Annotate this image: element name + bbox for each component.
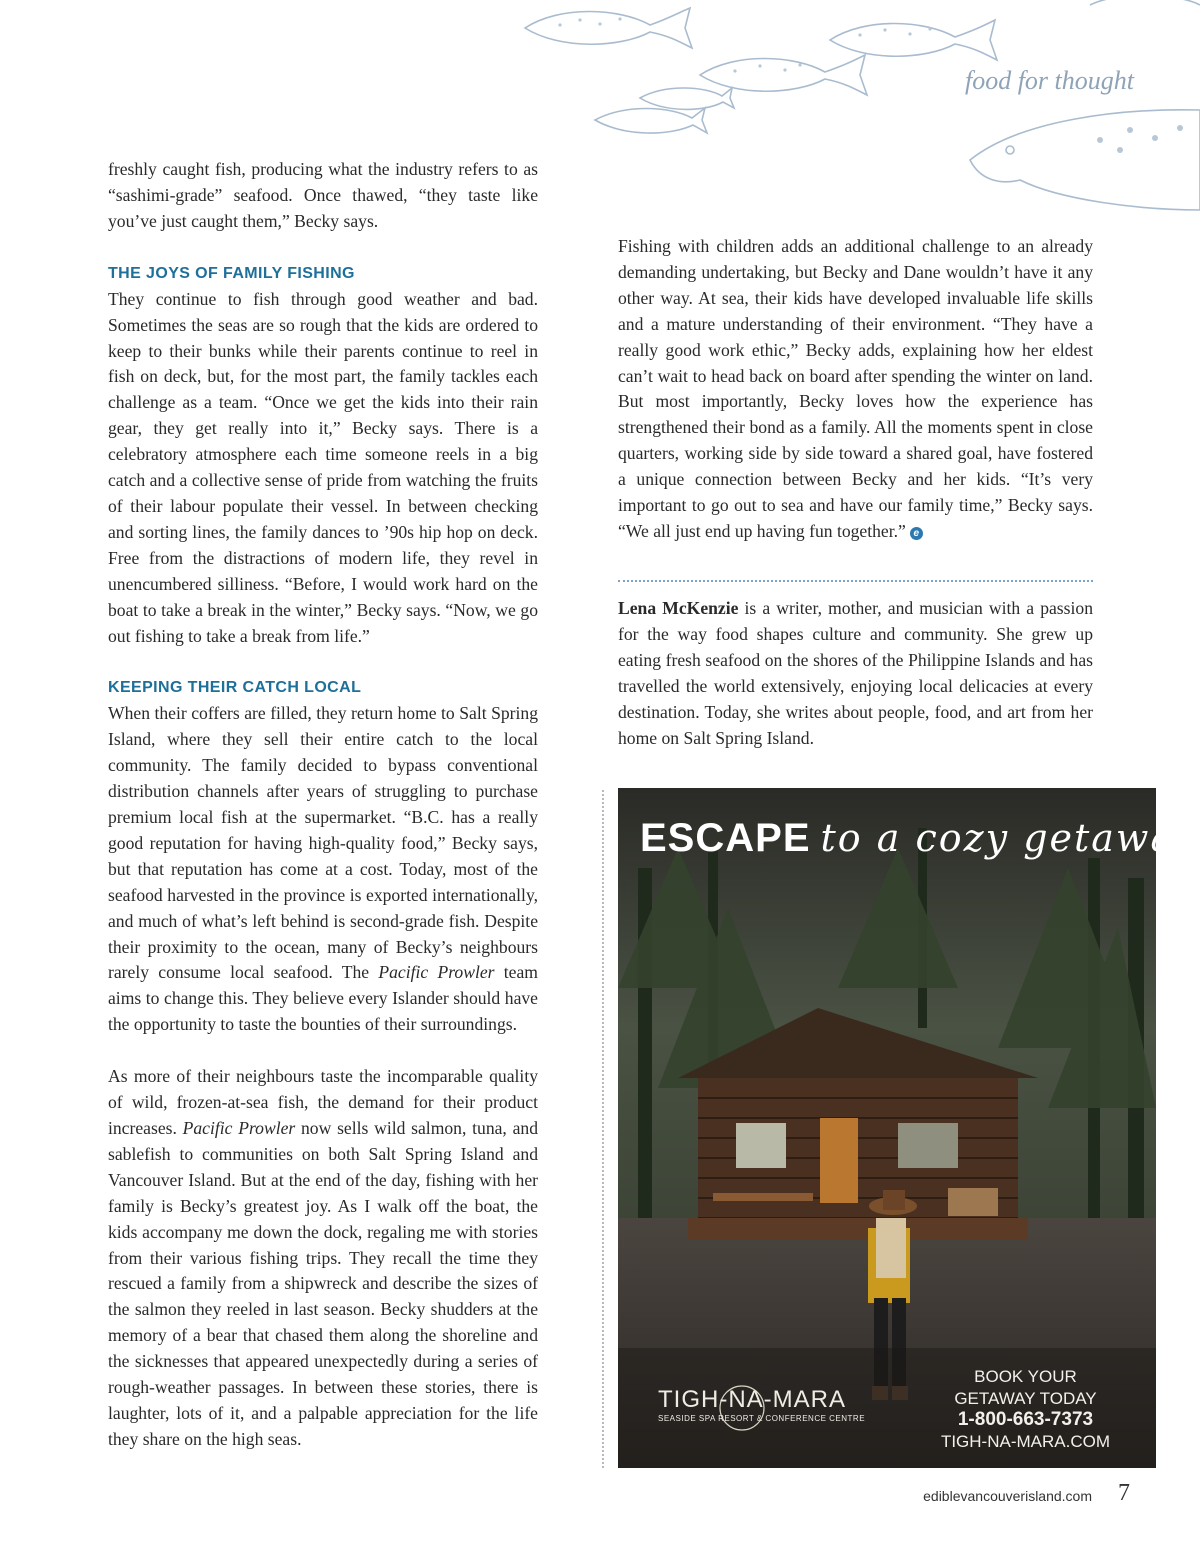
end-mark-icon: e: [910, 527, 923, 540]
ad-call-to-action: [941, 1366, 1110, 1452]
fish-illustration: [500, 0, 1200, 240]
column-divider: [602, 790, 604, 1468]
section-tag: food for thought: [964, 66, 1134, 95]
page-number: 7: [1118, 1480, 1130, 1506]
family-fishing-paragraph: They continue to fish through good weather and bad. Sometimes the seas are so rough that the kids are ordered to keep to their bunks while their parents continue to reel in fish on deck, but, for the most part, the family tackles each challenge as a team. “Once we get the kids into their rain gear, they get really into it,” Becky says. There is a celebratory atmosphere each time someone reels in a big catch and a collective sense of pride from watching the fruits of their labour populate their vessel. In between checking and sorting lines, the family dances to ’90s hip hop on deck. Free from the distractions of modern life, they revel in unencumbered silliness. “Before, I would work hard on the boat to take a break in the winter,” Becky says. “Now, we go out fishing to take a break from life.”: [108, 288, 538, 646]
bio-divider: [618, 580, 1093, 582]
catch-local-paragraph: When their coffers are filled, they return home to Salt Spring Island, where they sell their entire catch to the local community. The family decided to bypass conventional distribution channels after years of struggling to purchase premium local fish at the supermarket. “B.C. has a really good reputation for having high-quality food,” Becky says, but that reputation has come at a cost. Today, most of the seafood harvested in the province is exported internationally, and much of what’s left behind is second-grade fish. Despite their proximity to the ocean, many of Becky’s neighbours rarely consume local seafood. The Pacific Prowler team aims to change this. They believe every Islander should have the opportunity to taste the bounties of their surroundings.: [108, 703, 538, 1035]
intro-paragraph: freshly caught fish, producing what the industry refers to as “sashimi-grade” seafood. Once thawed, “they taste like you’ve just caught them,” Becky says.: [108, 159, 538, 231]
cta-line1: BOOK YOUR: [974, 1367, 1077, 1386]
footer-url[interactable]: ediblevancouverisland.com: [923, 1488, 1092, 1504]
ad-headline-bold: ESCAPE: [640, 816, 811, 860]
left-column: [108, 157, 538, 1453]
right-column: [618, 234, 1093, 545]
resort-tagline: SEASIDE SPA RESORT & CONFERENCE CENTRE: [658, 1414, 866, 1423]
website-link[interactable]: TIGH-NA-MARA.COM: [940, 1431, 1110, 1451]
author-name: Lena McKenzie: [618, 598, 739, 618]
resort-logo: [658, 1386, 865, 1423]
advertisement[interactable]: [618, 788, 1199, 1468]
heading-catch-local: KEEPING THEIR CATCH LOCAL: [108, 679, 362, 697]
cta-line2: GETAWAY TODAY: [954, 1388, 1097, 1408]
phone-link[interactable]: 1-800-663-7373: [957, 1409, 1094, 1430]
children-paragraph: Fishing with children adds an additional challenge to an already demanding undertaking, but Becky and Dane wouldn’t have it any other way. At sea, their kids have developed invaluable life skills and a mature understanding of their environment. “They have a really good work ethic,” Becky adds, explaining how her eldest can’t wait to head back on board after spending the winter on land. But most importantly, Becky loves how the experience has strengthened their bond as a family. All the moments spent in close quarters, working side by side toward a shared goal, have fostered a unique connection between Becky and her kids. “It’s very important to go out to sea and have our family time,” Becky says. “We all just end up having fun together.” e: [618, 236, 1093, 541]
resort-name: TIGH-NA-MARA: [658, 1386, 846, 1413]
author-bio: Lena McKenzie is a writer, mother, and musician with a passion for the way food shapes culture and community. She grew up eating fresh seafood on the shores of the Philippine Islands and has travelled the world extensively, enjoying local delicacies at every destination. Today, she writes about people, food, and art from her home on Salt Spring Island.: [618, 598, 1093, 748]
ad-headline: [640, 816, 1199, 861]
closing-paragraph: As more of their neighbours taste the incomparable quality of wild, frozen-at-sea fish, the demand for their product increases. Pacific Prowler now sells wild salmon, tuna, and sablefish to communities on both Salt Spring Island and Vancouver Island. But at the end of the day, fishing with her family is Becky’s greatest joy. As I walk off the boat, the kids accompany me down the dock, regaling me with stories from their various fishing trips. They recall the time they rescued a family from a shipwreck and describe the sizes of the salmon they reeled in last season. Becky shudders at the memory of a bear that chased them along the shoreline and the sicknesses that appeared unexpectedly during a series of rough-weather passages. In between these stories, there is laughter, lots of it, and a palpable appreciation for the life they share on the high seas.: [108, 1066, 538, 1449]
heading-family-fishing: THE JOYS OF FAMILY FISHING: [108, 264, 355, 282]
ad-headline-script: to a cozy getaway: [820, 816, 1199, 860]
